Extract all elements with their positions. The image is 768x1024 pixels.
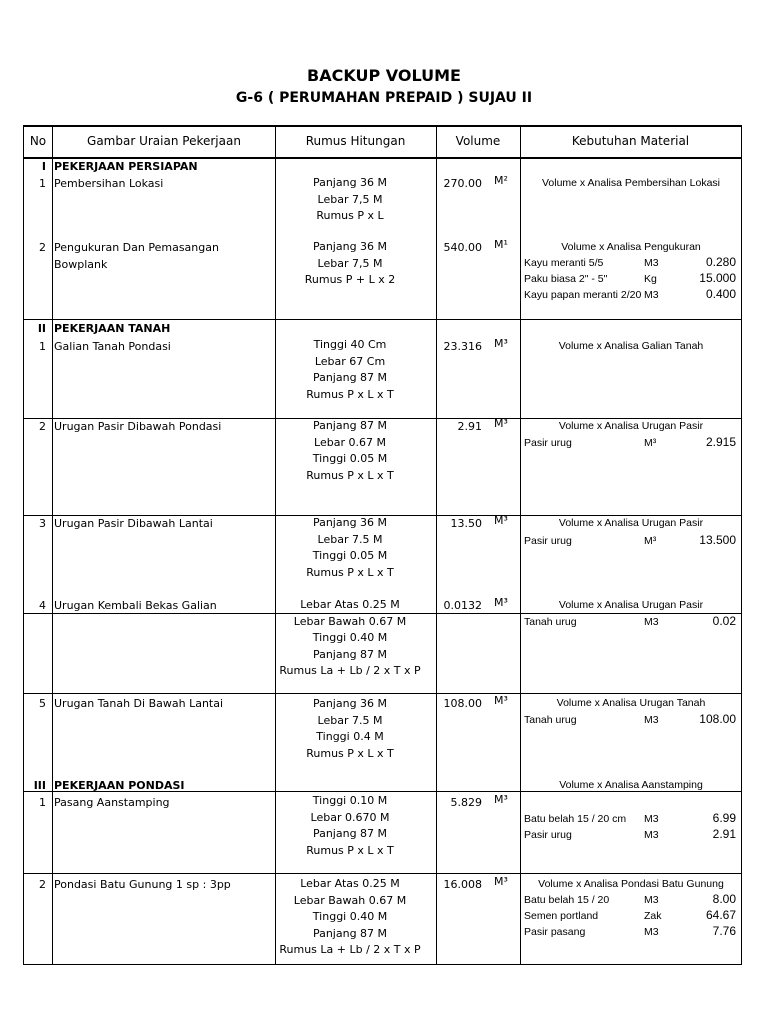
material-unit: M3 <box>644 926 659 938</box>
formula-line: Lebar Atas 0.25 M <box>300 598 400 611</box>
material-value: 6.99 <box>712 811 736 825</box>
analysis-formula: Volume x Analisa Aanstamping <box>559 779 703 791</box>
section-name: PEKERJAAN TANAH <box>54 322 171 335</box>
formula-line: Lebar 0.670 M <box>310 810 390 824</box>
item-description: Urugan Kembali Bekas Galian <box>54 599 217 612</box>
material-name: Paku biasa 2" - 5" <box>524 273 608 285</box>
header-bottom-border <box>23 157 742 159</box>
formula-block <box>275 337 425 403</box>
column-divider <box>520 125 521 965</box>
material-name: Pasir urug <box>524 535 572 547</box>
formula-line: Tinggi 0.05 M <box>312 452 388 465</box>
formula-line: Panjang 36 M <box>312 176 388 189</box>
row-divider <box>23 873 742 874</box>
material-row <box>524 289 738 305</box>
volume-value: 2.91 <box>457 420 482 433</box>
formula-line: Tinggi 40 Cm <box>313 338 387 351</box>
formula-line: Rumus La + Lb / 2 x T x P <box>279 664 421 677</box>
formula-line: Panjang 87 M <box>312 926 388 940</box>
formula-line: Rumus P x L x T <box>306 843 394 857</box>
item-number: 2 <box>39 420 46 433</box>
item-description: Pembersihan Lokasi <box>54 177 164 190</box>
formula-line: Panjang 87 M <box>312 371 388 384</box>
volume-value: 5.829 <box>450 796 482 809</box>
section-name: PEKERJAAN PERSIAPAN <box>54 160 198 173</box>
header-volume: Volume <box>455 134 501 148</box>
material-name: Tanah urug <box>524 714 577 726</box>
table-top-border <box>23 125 742 127</box>
formula-line: Rumus P + L x 2 <box>304 273 396 286</box>
row-divider <box>23 319 742 320</box>
formula-block <box>275 696 425 762</box>
volume-value: 540.00 <box>443 241 482 254</box>
volume-unit: M³ <box>494 793 508 806</box>
material-value: 0.280 <box>705 255 736 269</box>
material-name: Tanah urug <box>524 616 577 628</box>
formula-line: Panjang 87 M <box>312 647 388 661</box>
formula-line: Lebar Atas 0.25 M <box>300 877 400 890</box>
formula-block <box>275 515 425 581</box>
header-material: Kebutuhan Material <box>571 134 690 148</box>
formula-block <box>275 175 425 225</box>
formula-block <box>275 597 425 680</box>
formula-line: Lebar 7.5 M <box>317 713 383 727</box>
volume-unit: M³ <box>494 417 508 430</box>
analysis-formula: Volume x Analisa Urugan Pasir <box>558 517 704 529</box>
material-unit: Kg <box>644 273 657 285</box>
formula-line: Lebar 7.5 M <box>317 532 383 546</box>
formula-line: Lebar 67 Cm <box>314 354 386 368</box>
material-unit: M3 <box>644 894 659 906</box>
item-number: 3 <box>39 517 46 530</box>
item-description: Urugan Pasir Dibawah Pondasi <box>54 420 222 433</box>
material-row <box>524 829 738 845</box>
analysis-formula: Volume x Analisa Galian Tanah <box>558 340 704 352</box>
formula-line: Tinggi 0.40 M <box>312 631 388 644</box>
formula-line: Rumus P x L x T <box>306 565 394 579</box>
formula-line: Rumus P x L x T <box>306 468 394 482</box>
item-description-line: Pengukuran Dan Pemasangan <box>54 241 219 254</box>
item-description: Urugan Pasir Dibawah Lantai <box>54 517 213 530</box>
section-number: I <box>41 160 46 173</box>
analysis-formula: Volume x Analisa Pengukuran <box>561 241 701 253</box>
material-unit: M3 <box>644 616 659 628</box>
material-name: Pasir urug <box>524 437 572 449</box>
material-unit: M³ <box>644 535 657 547</box>
material-row <box>524 813 738 829</box>
volume-unit: M³ <box>494 514 508 527</box>
section-name: PEKERJAAN PONDASI <box>54 779 185 792</box>
section-number: II <box>37 322 46 335</box>
volume-value: 0.0132 <box>443 599 482 612</box>
item-number: 5 <box>39 697 46 710</box>
material-value: 7.76 <box>712 924 736 938</box>
material-name: Batu belah 15 / 20 <box>524 894 610 906</box>
formula-line: Lebar 7,5 M <box>317 256 383 270</box>
material-value: 0.02 <box>712 614 736 628</box>
material-unit: M3 <box>644 257 659 269</box>
formula-line: Lebar Bawah 0.67 M <box>293 893 407 907</box>
formula-block <box>275 418 425 484</box>
volume-value: 108.00 <box>443 697 482 710</box>
analysis-formula: Volume x Analisa Urugan Pasir <box>558 420 704 432</box>
material-unit: M³ <box>644 437 657 449</box>
analysis-formula: Volume x Analisa Urugan Tanah <box>556 697 706 709</box>
item-number: 4 <box>39 599 46 612</box>
formula-block <box>275 793 425 859</box>
formula-line: Lebar 0.67 M <box>314 435 386 449</box>
material-row <box>524 437 738 453</box>
material-row <box>524 714 738 730</box>
formula-line: Tinggi 0.10 M <box>312 794 388 807</box>
analysis-formula: Volume x Analisa Urugan Pasir <box>558 599 704 611</box>
header-rumus: Rumus Hitungan <box>305 134 406 148</box>
item-description: Pasang Aanstamping <box>54 796 170 809</box>
material-row <box>524 926 738 942</box>
item-description: Urugan Tanah Di Bawah Lantai <box>54 697 224 710</box>
header-uraian: Gambar Uraian Pekerjaan <box>87 134 241 148</box>
formula-line: Rumus P x L x T <box>306 746 394 760</box>
material-value: 13.500 <box>699 533 736 547</box>
material-unit: M3 <box>644 813 659 825</box>
table-bottom-border <box>23 964 742 965</box>
material-name: Semen portland <box>524 910 599 922</box>
document-title: BACKUP VOLUME <box>307 66 461 85</box>
formula-line: Panjang 36 M <box>312 240 388 253</box>
formula-line: Panjang 87 M <box>312 827 388 840</box>
material-value: 2.91 <box>712 827 736 841</box>
column-divider <box>741 125 742 965</box>
item-number: 2 <box>39 241 46 254</box>
material-unit: Zak <box>644 910 662 922</box>
material-value: 15.000 <box>699 271 736 285</box>
material-name: Kayu papan meranti 2/20 <box>524 289 642 301</box>
material-row <box>524 535 738 551</box>
material-value: 0.400 <box>705 287 736 301</box>
material-row <box>524 910 738 926</box>
item-number: 1 <box>39 177 46 190</box>
material-unit: M3 <box>644 714 659 726</box>
item-description: Galian Tanah Pondasi <box>54 340 171 353</box>
material-unit: M3 <box>644 829 659 841</box>
material-value: 64.67 <box>705 908 736 922</box>
volume-value: 13.50 <box>450 517 482 530</box>
formula-line: Tinggi 0.4 M <box>316 730 384 743</box>
formula-line: Panjang 87 M <box>312 419 388 432</box>
section-number: III <box>33 779 46 792</box>
material-value: 108.00 <box>699 712 736 726</box>
volume-value: 23.316 <box>443 340 482 353</box>
analysis-formula: Volume x Analisa Pondasi Batu Gunung <box>538 878 724 890</box>
formula-line: Panjang 36 M <box>312 516 388 529</box>
row-divider <box>23 693 742 694</box>
material-name: Pasir pasang <box>524 926 586 938</box>
item-description <box>54 239 284 273</box>
volume-unit: M³ <box>494 337 508 350</box>
formula-line: Rumus La + Lb / 2 x T x P <box>279 943 421 956</box>
volume-unit: M² <box>494 174 508 187</box>
formula-line: Lebar 7,5 M <box>317 192 383 206</box>
formula-block <box>275 239 425 289</box>
formula-line: Lebar Bawah 0.67 M <box>293 614 407 628</box>
column-divider <box>52 125 53 965</box>
volume-unit: M³ <box>494 596 508 609</box>
formula-line: Tinggi 0.05 M <box>312 549 388 562</box>
material-name: Batu belah 15 / 20 cm <box>524 813 627 825</box>
volume-unit: M³ <box>494 694 508 707</box>
analysis-formula: Volume x Analisa Pembersihan Lokasi <box>541 177 721 189</box>
material-value: 2.915 <box>705 435 736 449</box>
document-subtitle: G-6 ( PERUMAHAN PREPAID ) SUJAU II <box>235 90 533 106</box>
volume-unit: M¹ <box>494 238 508 251</box>
item-number: 1 <box>39 796 46 809</box>
material-value: 8.00 <box>712 892 736 906</box>
formula-block <box>275 876 425 959</box>
formula-line: Rumus P x L <box>316 209 384 222</box>
header-no: No <box>29 134 47 148</box>
formula-line: Rumus P x L x T <box>306 387 394 401</box>
formula-line: Panjang 36 M <box>312 697 388 710</box>
volume-value: 16.008 <box>443 878 482 891</box>
volume-value: 270.00 <box>443 177 482 190</box>
item-number: 2 <box>39 878 46 891</box>
formula-line: Tinggi 0.40 M <box>312 910 388 923</box>
volume-unit: M³ <box>494 875 508 888</box>
item-description-line: Bowplank <box>54 258 108 271</box>
item-number: 1 <box>39 340 46 353</box>
material-unit: M3 <box>644 289 659 301</box>
material-row <box>524 616 738 632</box>
item-description: Pondasi Batu Gunung 1 sp : 3pp <box>54 878 231 891</box>
material-name: Kayu meranti 5/5 <box>524 257 604 269</box>
material-name: Pasir urug <box>524 829 572 841</box>
